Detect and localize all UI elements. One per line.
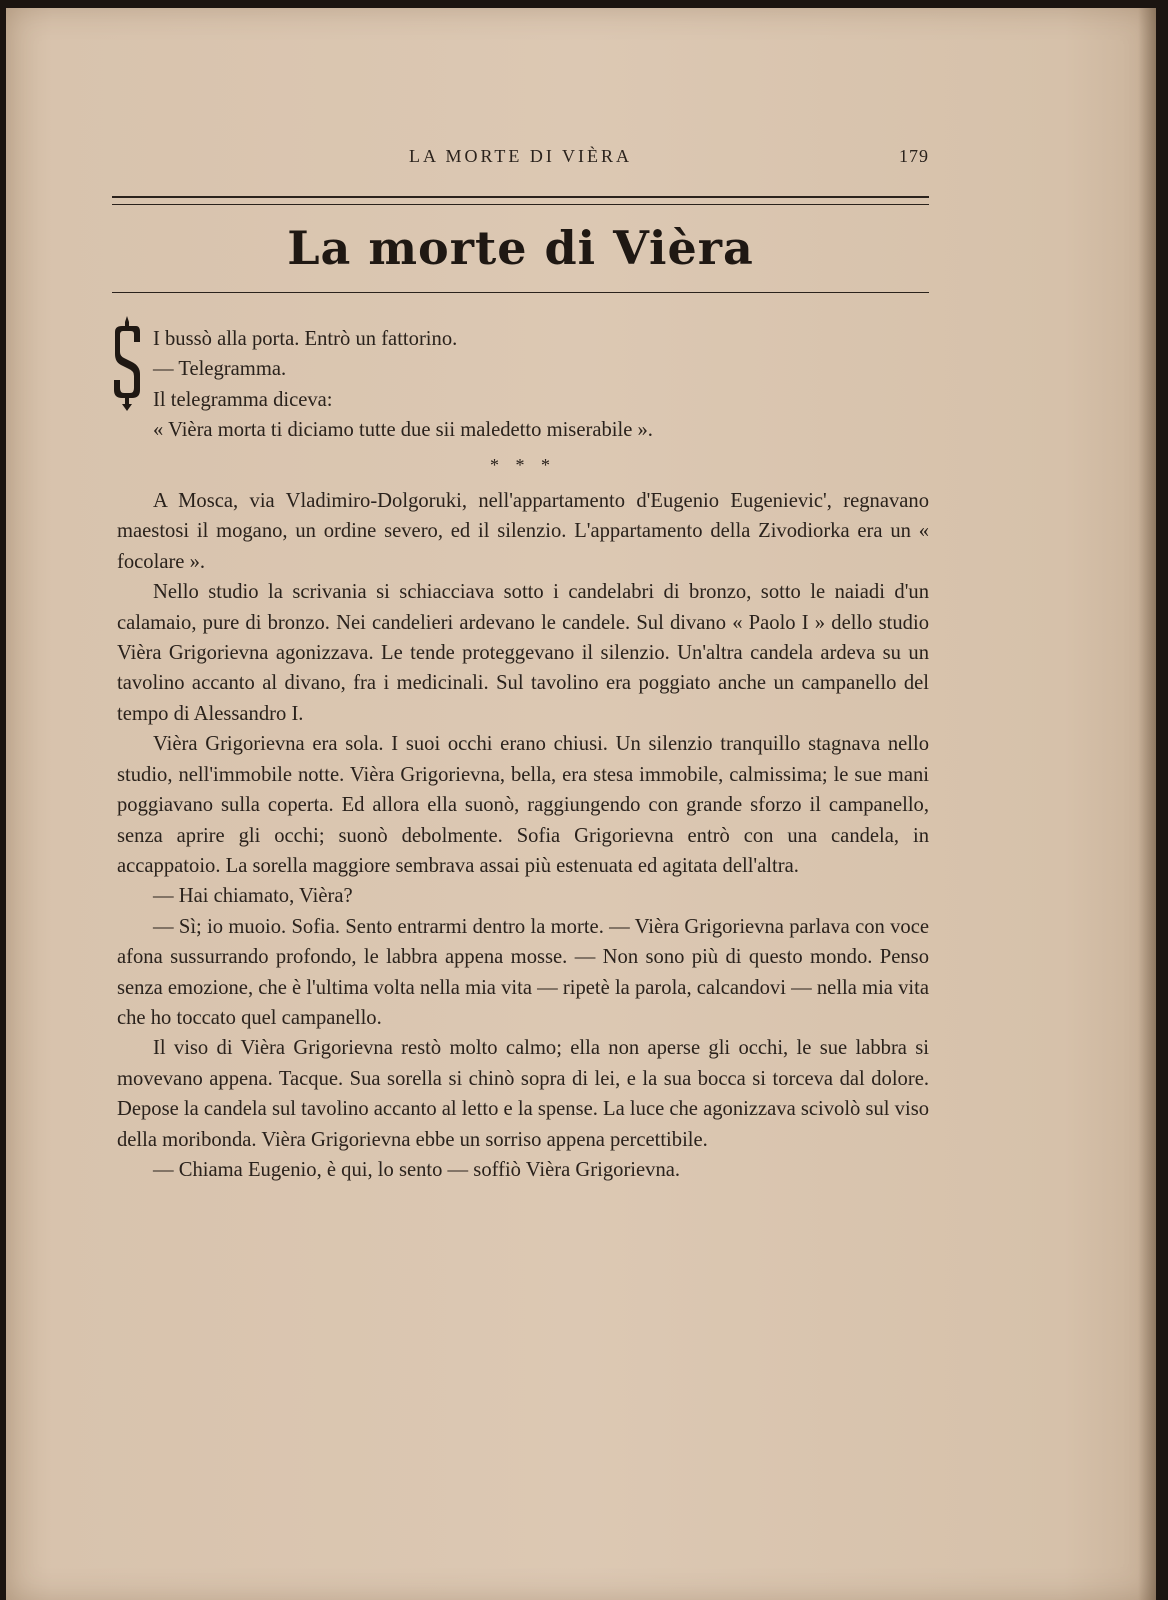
section-break-asterisks: * * * xyxy=(490,454,556,475)
body-text xyxy=(117,324,929,1185)
paragraph-opening: I bussò alla porta. Entrò un fattorino. xyxy=(153,328,458,350)
book-page xyxy=(6,8,1156,1600)
title-rule xyxy=(112,292,929,293)
paragraph: A Mosca, via Vladimiro-Dolgoruki, nell'appartamento d'Eugenio Eugenievic', regnavano maestosi il mogano, un ordine severo, ed il silenzio. L'appartamento della Zivodiorka era un « focolare ». xyxy=(117,490,929,573)
paragraph: Il viso di Vièra Grigorievna restò molto calmo; ella non aperse gli occhi, le sue labbra si movevano appena. Tacque. Sua sorella si chinò sopra di lei, e la sua bocca si torceva dal dolore. Depose la candela sul tavolino accanto al letto e la spense. La luce che agonizzava scivolò sul viso della moribonda. Vièra Grigorievna ebbe un sorriso appena percettibile. xyxy=(117,1037,930,1151)
paragraph-telegram-text: « Vièra morta ti diciamo tutte due sii maledetto miserabile ». xyxy=(153,419,653,442)
article-title: La morte di Vièra xyxy=(287,221,754,275)
header-double-rule xyxy=(112,196,929,205)
running-head xyxy=(112,146,929,170)
paragraph-dialogue: — Sì; io muoio. Sofia. Sento entrarmi dentro la morte. — Vièra Grigorievna parlava con voce afona sussurrando profondo, le labbra appena mosse. — Non sono più di questo mondo. Penso senza emozione, che è l'ultima volta nella mia vita — ripetè la parola, calcandovi — nella mia vita che ho toccato quel campanello. xyxy=(117,915,929,1029)
page-spine-shadow xyxy=(1138,8,1156,1600)
paragraph: Il telegramma diceva: xyxy=(153,388,333,411)
paragraph: Vièra Grigorievna era sola. I suoi occhi erano chiusi. Un silenzio tranquillo stagnava nello studio, nell'immobile notte. Vièra Grigorievna, bella, era stesa immobile, calmissima; le sue mani poggiavano sulla coperta. Ed allora ella suonò, raggiungendo con grande sforzo il campanello, senza aprire gli occhi; suonò debolmente. Sofia Grigorievna entrò con una candela, in accappatoio. La sorella maggiore sembrava assai più estenuata ed agitata dell'altra. xyxy=(117,733,929,877)
paragraph: Nello studio la scrivania si schiacciava sotto i candelabri di bronzo, sotto le naiadi d'un calamaio, pure di bronzo. Nei candelieri ardevano le candele. Sul divano « Paolo I » dello studio Vièra Grigorievna agonizzava. Le tende proteggevano il silenzio. Un'altra candela ardeva su un tavolino accanto al divano, fra i medicinali. Sul tavolino era poggiato anche un campanello del tempo di Alessandro I. xyxy=(117,581,929,725)
paragraph-dialogue: — Hai chiamato, Vièra? xyxy=(153,885,353,908)
paragraph-dialogue: — Chiama Eugenio, è qui, lo sento — soffiò Vièra Grigorievna. xyxy=(153,1158,681,1181)
page-number: 179 xyxy=(899,146,929,166)
paragraph-dialogue: — Telegramma. xyxy=(153,358,287,381)
running-title: LA MORTE DI VIÈRA xyxy=(408,146,633,166)
